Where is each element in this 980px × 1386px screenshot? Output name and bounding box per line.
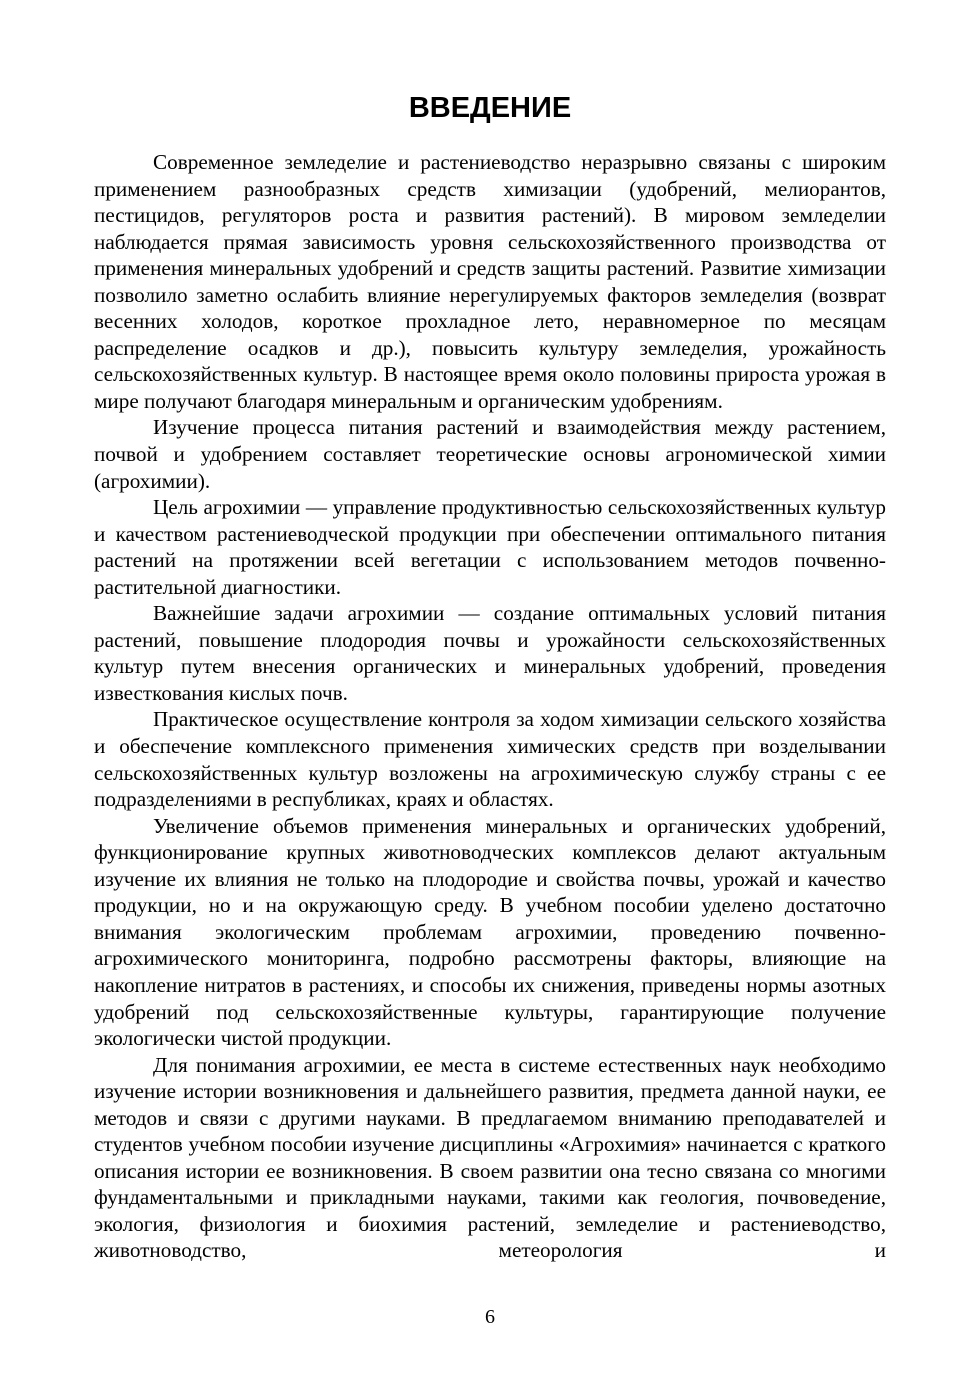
paragraph-2: Изучение процесса питания растений и взаимодействия между растением, почвой и удобрением составляет теоретические основы агрономической химии (агрохимии).: [94, 415, 886, 493]
paragraph-4: Важнейшие задачи агрохимии — создание оптимальных условий питания растений, повышение плодородия почвы и урожайности сельскохозяйственных культур путем внесения органических и минеральных удобрений, проведения известкования кислых почв.: [94, 601, 886, 705]
paragraph-6: Увеличение объемов применения минеральных и органических удобрений, функционирование крупных животноводческих комплексов делают актуальным изучение их влияния не только на плодородие и свойства почвы, урожай и качество продукции, но и на окружающую среду. В учебном пособии уделено достаточно внимания экологическим проблемам агрохимии, проведению почвенно-агрохимического мониторинга, подробно рассмотрены факторы, влияющие на накопление нитратов в растениях, и способы их снижения, приведены нормы азотных удобрений под сельскохозяйственные культуры, гарантирующие получение экологически чистой продукции.: [94, 813, 886, 1051]
page-title: ВВЕДЕНИЕ: [408, 92, 572, 124]
paragraph-7: Для понимания агрохимии, ее места в системе естественных наук необходимо изучение истории возникновения и дальнейшего развития, предмета данной науки, ее методов и связи с другими науками. В предлагаемом вниманию преподавателей и студентов учебном пособии изучение дисциплины «Агрохимия» начинается с краткого описания истории ее возникновения. В своем развитии она тесно связана со многими фундаментальными и прикладными науками, такими как геология, почвоведение, экология, физиология и биохимия растений, земледелие и растениеводство, животноводство, метеорология и: [94, 1052, 886, 1263]
paragraph-1: Современное земледелие и растениеводство неразрывно связаны с широким применением разнообразных средств химизации (удобрений, мелиорантов, пестицидов, регуляторов роста и развития растений). В мировом земледелии наблюдается прямая зависимость уровня сельскохозяйственного производства от применения минеральных удобрений и средств защиты растений. Развитие химизации позволило заметно ослабить влияние нерегулируемых факторов земледелия (возврат весенних холодов, короткое прохладное лето, неравномерное по месяцам распределение осадков и др.), повысить культуру земледелия, урожайность сельскохозяйственных культур. В настоящее время около половины прироста урожая в мире получают благодаря минеральным и органическим удобрениям.: [94, 150, 886, 413]
body-text: [94, 149, 886, 1264]
paragraph-3: Цель агрохимии — управление продуктивностью сельскохозяйственных культур и качеством растениеводческой продукции при обеспечении оптимального питания растений на протяжении всей вегетации с использованием методов почвенно-растительной диагностики.: [94, 495, 886, 599]
paragraph-5: Практическое осуществление контроля за ходом химизации сельского хозяйства и обеспечение комплексного применения химических средств при возделывании сельскохозяйственных культур возложены на агрохимическую службу страны с ее подразделениями в республиках, краях и областях.: [94, 707, 886, 812]
page-number: 6: [485, 1306, 495, 1328]
